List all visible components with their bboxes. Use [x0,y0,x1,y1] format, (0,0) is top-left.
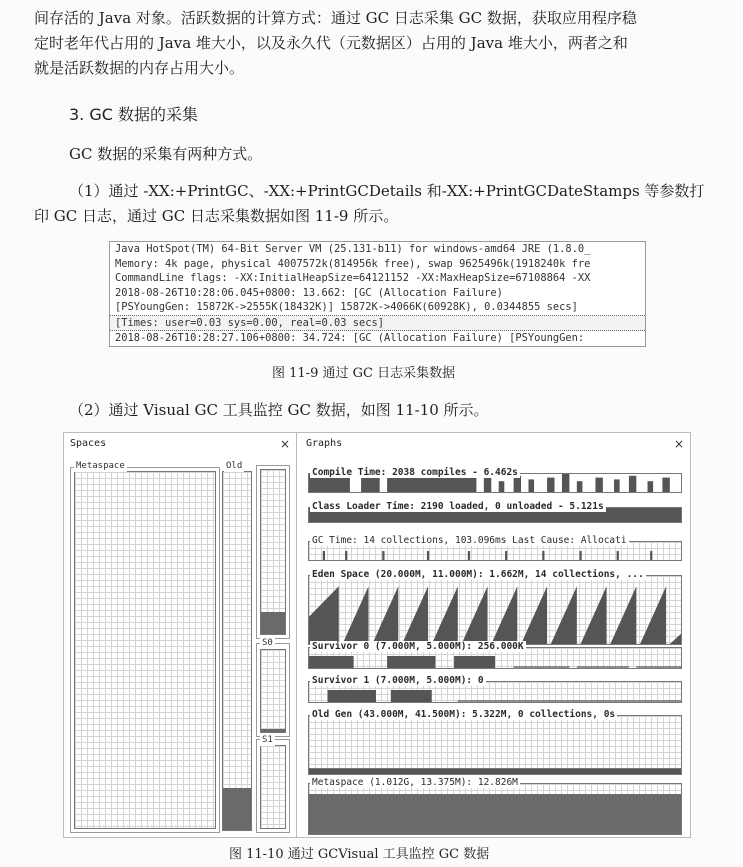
old-space-box [222,471,252,831]
log-line: Memory: 4k page, physical 4007572k(814956k free), swap 9625496k(1918240k fre [115,257,591,270]
s0-space-box [260,649,286,733]
metaspace-label: Metaspace [76,461,125,471]
gc-time-label: GC Time: 14 collections, 103.096ms Last Cause: Allocati [312,535,627,546]
paragraph-4: （2）通过 Visual GC 工具监控 GC 数据，如图 11-10 所示。 [69,401,489,419]
s1-label: S1 [262,735,273,745]
class-loader-label: Class Loader Time: 2190 loaded, 0 unloaded - 5.121s [312,501,604,512]
paragraph-3-line-2: 印 GC 日志，通过 GC 日志采集数据如图 11-9 所示。 [34,207,399,225]
s1-space-box [260,745,286,829]
graphs-panel-title: Graphs [306,438,343,449]
eden-label: Eden Space (20.000M, 11.000M): 1.662M, 14 collections, ... [312,569,644,580]
metaspace-svg [309,784,681,834]
log-line: Java HotSpot(TM) 64-Bit Server VM (25.131-b11) for windows-amd64 JRE (1.8.0_ [115,243,591,255]
log-line-selected: [Times: user=0.03 sys=0.00, real=0.03 secs] [110,315,645,332]
survivor1-label: Survivor 1 (7.000M, 5.000M): 0 [312,675,484,686]
eden-svg [309,576,681,644]
old-space-label: Old [226,461,243,471]
log-line: 2018-08-26T10:28:27.106+0800: 34.724: [GC (Allocation Failure) [PSYoungGen: [115,332,585,344]
eden-space-fill [261,612,285,634]
spaces-close-icon[interactable]: × [280,437,291,451]
old-gen-graph [308,715,682,775]
paragraph-1 [34,6,637,81]
log-line: [PSYoungGen: 15872K->2555K(18432K)] 15872K->4066K(60928K), 0.0344855 secs] [115,301,578,313]
paragraph-1-line-2: 定时老年代占用的 Java 堆大小，以及永久代（元数据区）占用的 Java 堆大小，两者之和 [34,34,628,52]
log-line: CommandLine flags: -XX:InitialHeapSize=64121152 -XX:MaxHeapSize=67108864 -XX [115,272,591,284]
spaces-panel-title: Spaces [70,438,107,449]
paragraph-2: GC 数据的采集有两种方式。 [69,145,263,163]
s0-space-fill [261,729,285,732]
metaspace-graph [308,783,682,835]
eden-space-box [260,469,286,635]
panel-divider [296,433,297,837]
paragraph-1-line-1: 间存活的 Java 对象。活跃数据的计算方式：通过 GC 日志采集 GC 数据，获取应用程序稳 [34,9,637,27]
log-line: 2018-08-26T10:28:06.045+0800: 13.662: [GC (Allocation Failure) [115,286,503,299]
visual-gc-window [63,432,691,838]
old-gen-svg [309,716,681,774]
paragraph-3 [34,179,704,229]
metaspace-graph-label: Metaspace (1.012G, 13.375M): 12.826M [312,777,518,788]
paragraph-3-line-1: （1）通过 -XX:+PrintGC、-XX:+PrintGCDetails 和-XX:+PrintGCDateStamps 等参数打 [69,182,705,200]
compile-time-label: Compile Time: 2038 compiles - 6.462s [312,467,518,478]
metaspace-box [74,471,216,829]
gc-log-console [109,241,646,347]
figure-11-9-caption: 图 11-9 通过 GC 日志采集数据 [272,366,456,381]
graphs-close-icon[interactable]: × [674,437,685,451]
section-heading: 3. GC 数据的采集 [69,105,199,124]
graphs-area [302,433,690,837]
survivor0-label: Survivor 0 (7.000M, 5.000M): 256.000K [312,641,524,652]
s0-label: S0 [262,638,273,648]
old-space-fill [223,788,251,830]
eden-graph [308,575,682,645]
figure-11-10-caption: 图 11-10 通过 GCVisual 工具监控 GC 数据 [229,847,490,862]
paragraph-1-line-3: 就是活跃数据的内存占用大小。 [34,59,245,77]
old-gen-label: Old Gen (43.000M, 41.500M): 5.322M, 0 collections, 0s [312,709,616,720]
